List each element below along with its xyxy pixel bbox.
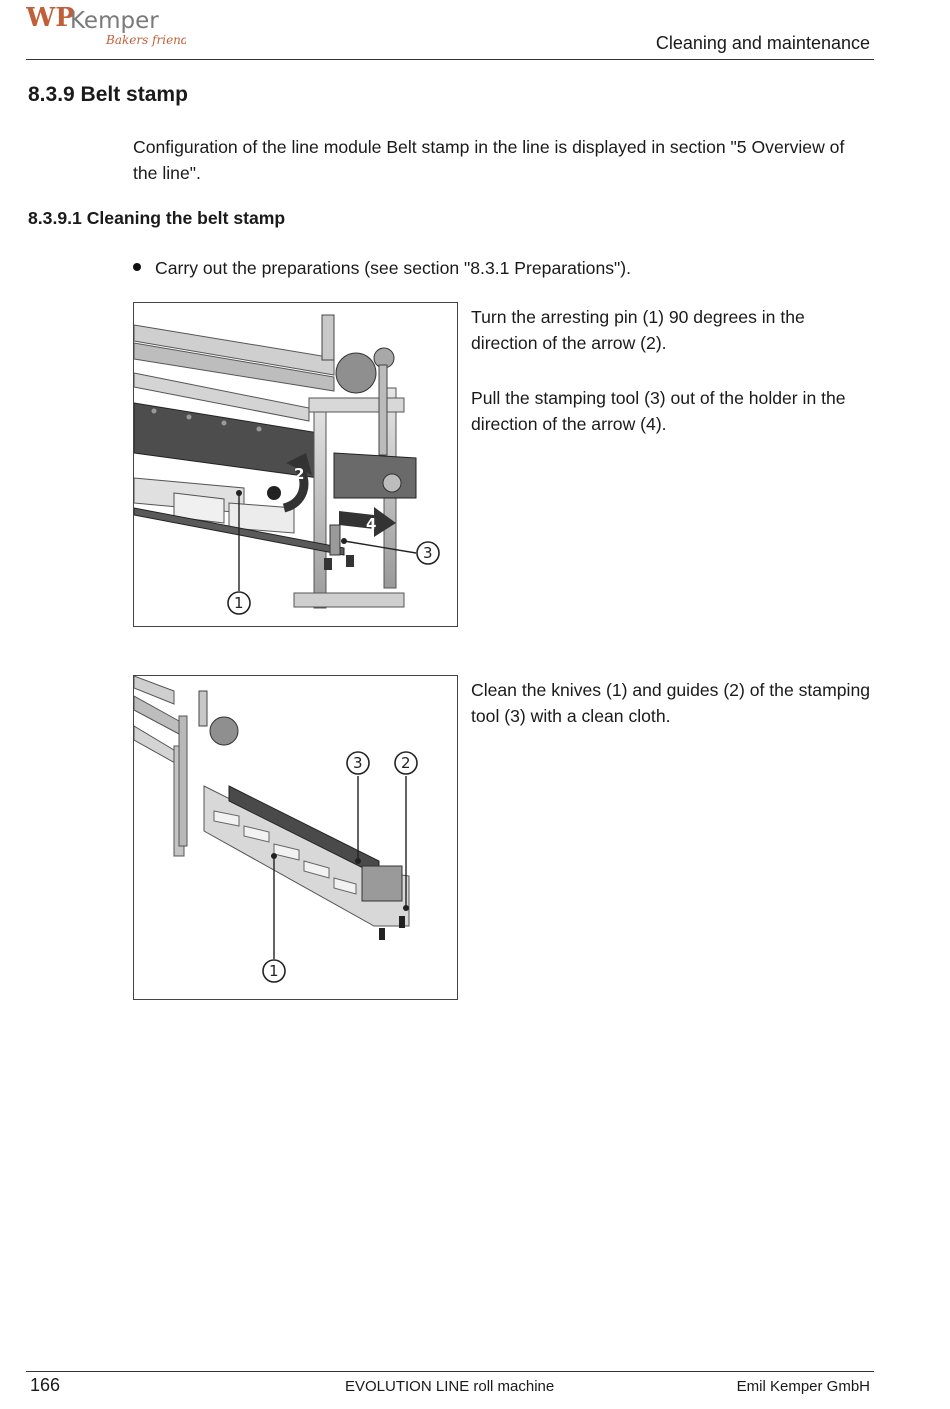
step-1-instructions bbox=[471, 304, 871, 437]
figure-arresting-pin bbox=[133, 302, 458, 627]
company-name: Emil Kemper GmbH bbox=[736, 1378, 870, 1395]
section-heading: 8.3.9 Belt stamp bbox=[28, 83, 188, 106]
subsection-heading: 8.3.9.1 Cleaning the belt stamp bbox=[28, 208, 286, 228]
svg-text:2: 2 bbox=[294, 465, 305, 483]
step-2-instructions bbox=[471, 677, 871, 729]
callout-3: 3 bbox=[353, 754, 363, 772]
step-1-paragraph-1: Turn the arresting pin (1) 90 degrees in the direction of the arrow (2). bbox=[471, 307, 805, 353]
page-number: 166 bbox=[30, 1375, 61, 1395]
step-2-paragraph-1: Clean the knives (1) and guides (2) of the stamping tool (3) with a clean cloth. bbox=[471, 680, 871, 726]
company-logo bbox=[26, 0, 186, 52]
bullet-dot bbox=[133, 263, 141, 271]
step-1-paragraph-2: Pull the stamping tool (3) out of the holder in the direction of the arrow (4). bbox=[471, 388, 846, 434]
document-title: EVOLUTION LINE roll machine bbox=[345, 1378, 555, 1395]
header-section-title: Cleaning and maintenance bbox=[655, 33, 870, 53]
logo-name: Kemper bbox=[70, 8, 159, 34]
bullet-text: Carry out the preparations (see section "8.3.1 Preparations"). bbox=[155, 258, 632, 278]
header-divider bbox=[26, 59, 874, 60]
logo-tagline: Bakers friend bbox=[106, 33, 186, 47]
section-intro: Configuration of the line module Belt stamp in the line is displayed in section "5 Overview of the line". bbox=[133, 137, 845, 183]
svg-text:4: 4 bbox=[366, 515, 377, 533]
callout-3: 3 bbox=[423, 544, 433, 562]
footer-divider bbox=[26, 1371, 874, 1372]
callout-1: 1 bbox=[234, 594, 244, 612]
logo-mark: WP bbox=[26, 3, 75, 33]
figure-stamping-tool bbox=[133, 675, 458, 1000]
callout-1: 1 bbox=[269, 962, 279, 980]
callout-2: 2 bbox=[401, 754, 411, 772]
bullet-item bbox=[133, 258, 631, 279]
